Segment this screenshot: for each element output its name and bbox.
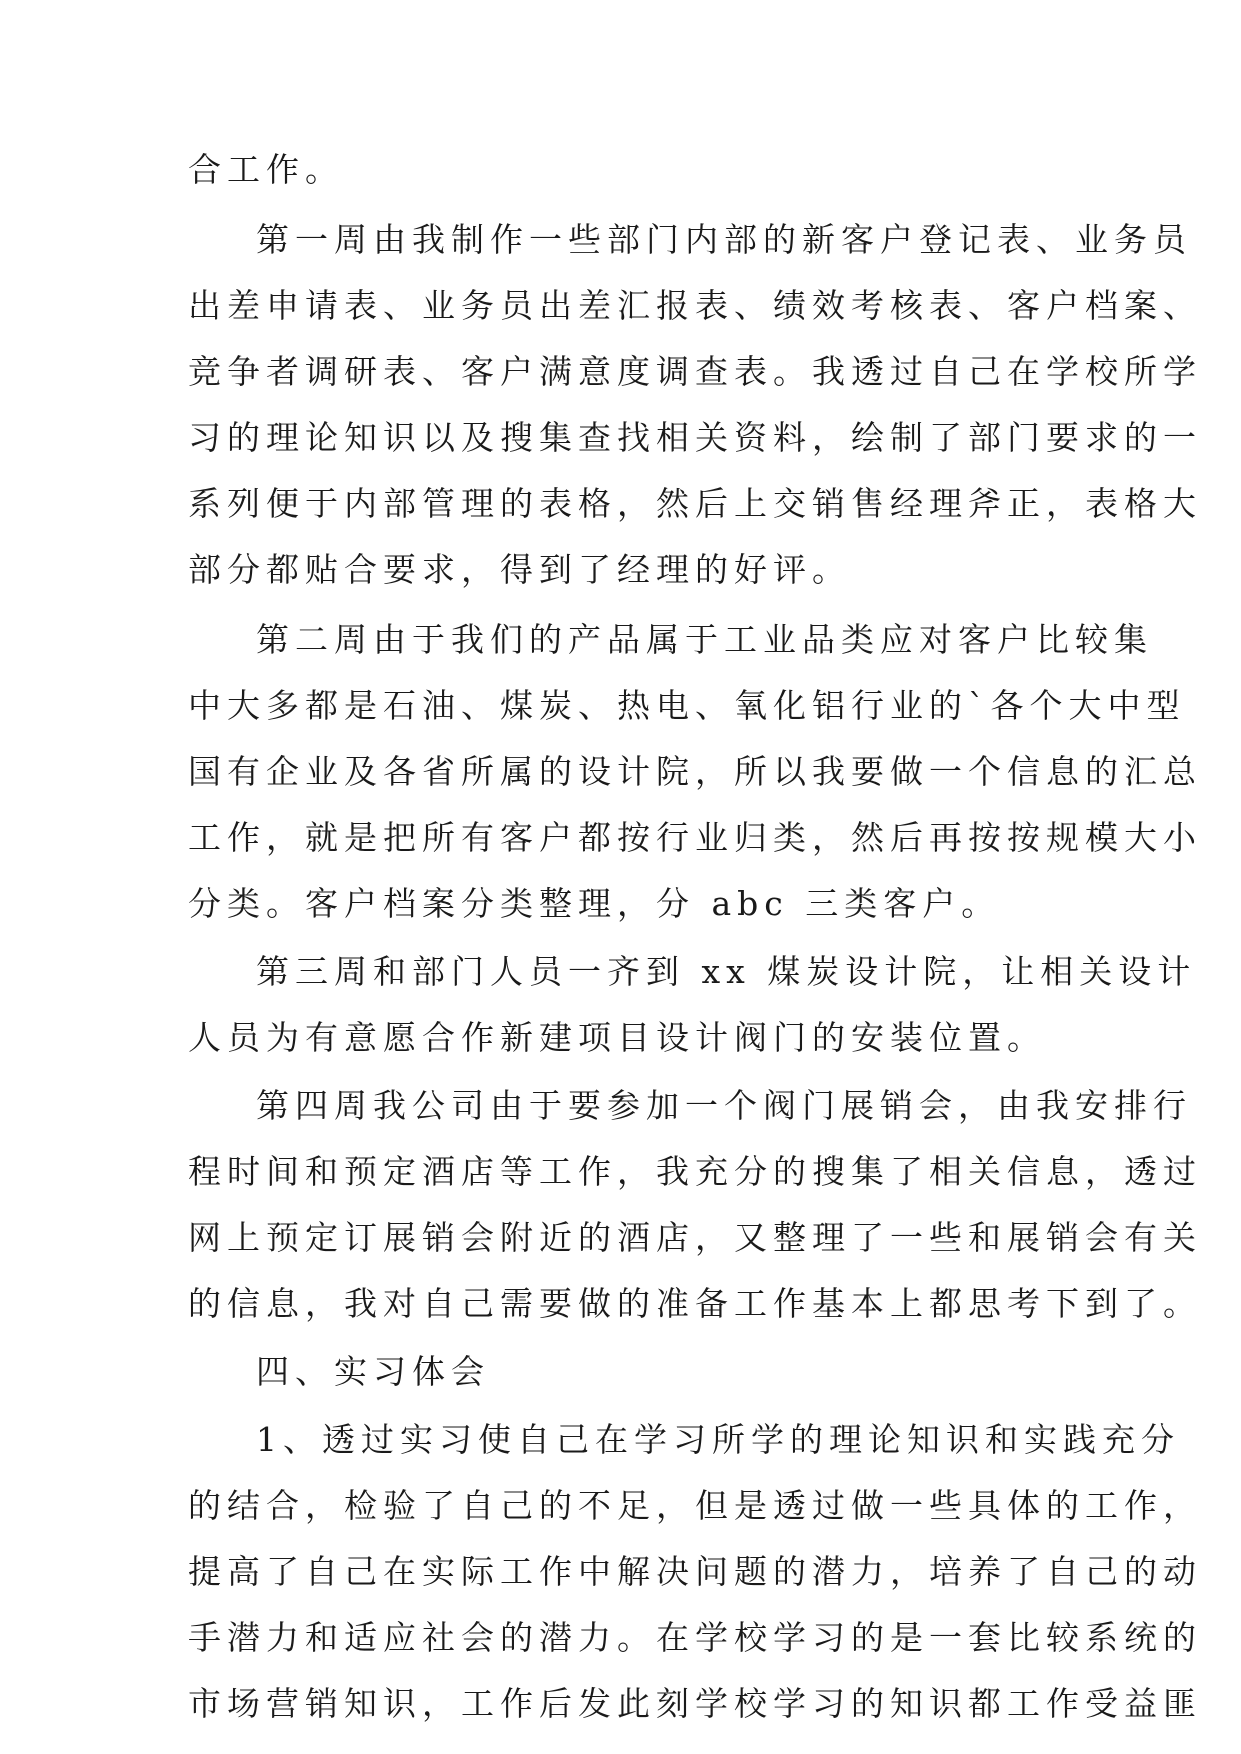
text-line: 市场营销知识，工作后发此刻学校学习的知识都工作受益匪 bbox=[188, 1684, 1202, 1723]
text-line: 程时间和预定酒店等工作，我充分的搜集了相关信息，透过 bbox=[188, 1152, 1202, 1191]
section-heading: 四、实习体会 bbox=[256, 1352, 490, 1391]
text-line: 提高了自己在实际工作中解决问题的潜力，培养了自己的动 bbox=[188, 1552, 1202, 1591]
text-line: 国有企业及各省所属的设计院，所以我要做一个信息的汇总 bbox=[188, 752, 1202, 791]
text-line: 网上预定订展销会附近的酒店，又整理了一些和展销会有关 bbox=[188, 1218, 1202, 1257]
text-line: 出差申请表、业务员出差汇报表、绩效考核表、客户档案、 bbox=[188, 286, 1202, 325]
text-line: 的结合，检验了自己的不足，但是透过做一些具体的工作， bbox=[188, 1486, 1202, 1525]
text-line: 分类。客户档案分类整理，分 abc 三类客户。 bbox=[188, 884, 1001, 923]
paragraph-first-line: 第三周和部门人员一齐到 xx 煤炭设计院，让相关设计 bbox=[256, 952, 1197, 991]
text-line: 部分都贴合要求，得到了经理的好评。 bbox=[188, 550, 851, 589]
text-line: 人员为有意愿合作新建项目设计阀门的安装位置。 bbox=[188, 1018, 1046, 1057]
text-line: 手潜力和适应社会的潜力。在学校学习的是一套比较系统的 bbox=[188, 1618, 1202, 1657]
paragraph-first-line: 第二周由于我们的产品属于工业品类应对客户比较集 bbox=[256, 620, 1153, 659]
paragraph-first-line: 第一周由我制作一些部门内部的新客户登记表、业务员 bbox=[256, 220, 1192, 259]
text-line: 合工作。 bbox=[188, 150, 344, 189]
text-line: 工作，就是把所有客户都按行业归类，然后再按按规模大小 bbox=[188, 818, 1202, 857]
text-line: 中大多都是石油、煤炭、热电、氧化铝行业的`各个大中型 bbox=[188, 686, 1186, 725]
text-line: 习的理论知识以及搜集查找相关资料，绘制了部门要求的一 bbox=[188, 418, 1202, 457]
paragraph-first-line: 第四周我公司由于要参加一个阀门展销会，由我安排行 bbox=[256, 1086, 1192, 1125]
text-line: 系列便于内部管理的表格，然后上交销售经理斧正，表格大 bbox=[188, 484, 1202, 523]
paragraph-first-line: 1、透过实习使自己在学习所学的理论知识和实践充分 bbox=[256, 1420, 1180, 1459]
text-line: 竞争者调研表、客户满意度调查表。我透过自己在学校所学 bbox=[188, 352, 1202, 391]
text-line: 的信息，我对自己需要做的准备工作基本上都思考下到了。 bbox=[188, 1284, 1202, 1323]
